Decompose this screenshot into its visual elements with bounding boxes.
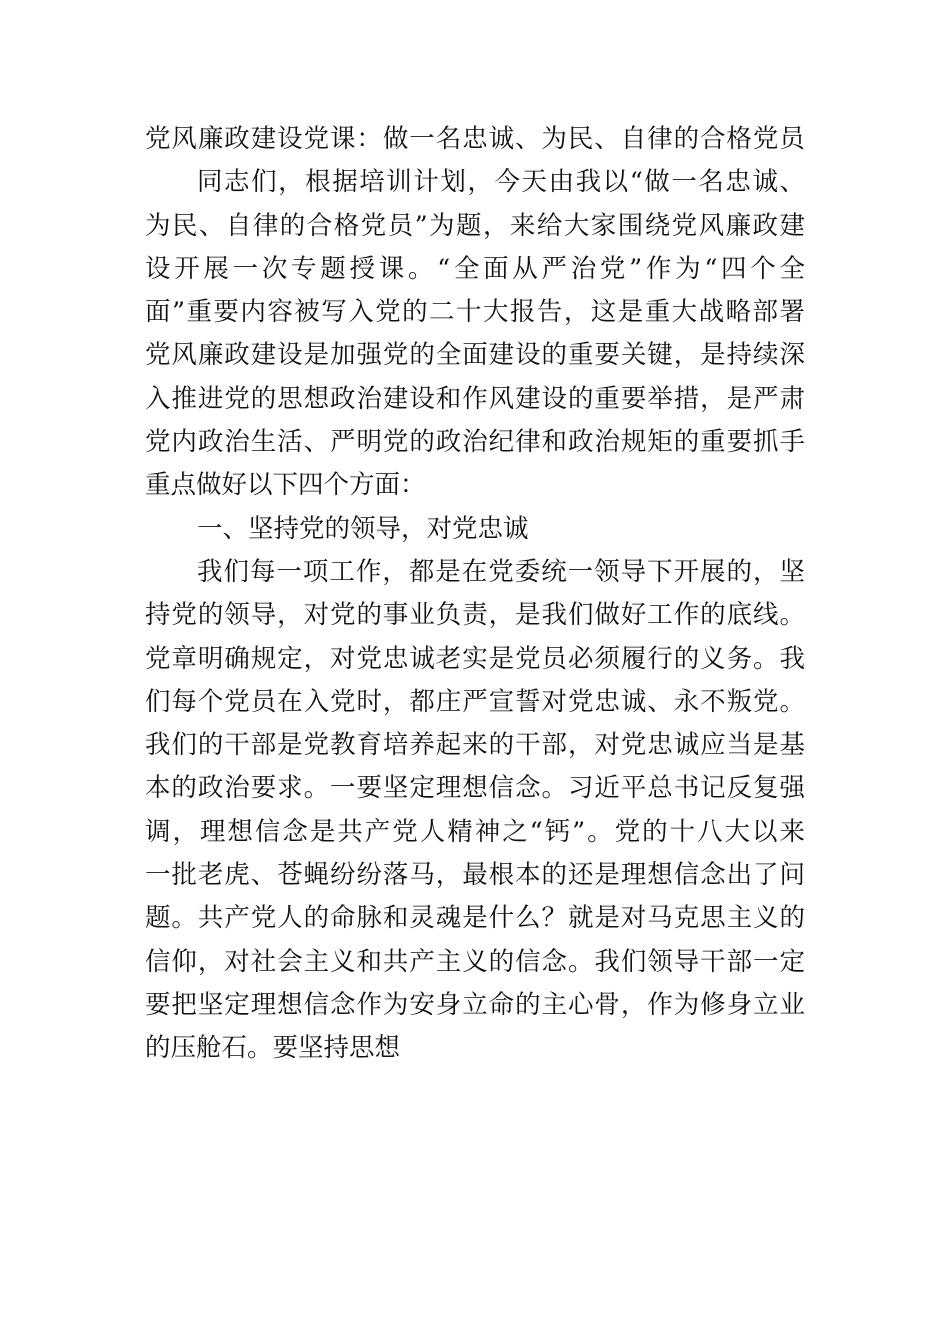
paragraph-line: 为民、自律的合格党员”为题，来给大家围绕党风廉政建 [145, 210, 805, 241]
paragraph-line: 面”重要内容被写入党的二十大报告，这是重大战略部署 [145, 297, 805, 328]
paragraph-line: 设开展一次专题授课。“全面从严治党”作为“四个全 [145, 253, 805, 284]
paragraph-line: 同志们，根据培训计划，今天由我以“做一名忠诚、 [197, 167, 805, 198]
paragraph-line: 们每个党员在入党时，都庄严宣誓对党忠诚、永不叛党。 [145, 686, 805, 717]
paragraph-line: 党内政治生活、严明党的政治纪律和政治规矩的重要抓手 [145, 427, 805, 458]
paragraph-line: 我们的干部是党教育培养起来的干部，对党忠诚应当是基 [145, 730, 805, 761]
paragraph-line: 要把坚定理想信念作为安身立命的主心骨，作为修身立业 [145, 989, 805, 1020]
paragraph-line: 信仰，对社会主义和共产主义的信念。我们领导干部一定 [145, 946, 805, 977]
paragraph-line: 的压舱石。要坚持思想 [145, 1033, 401, 1064]
paragraph-line: 我们每一项工作，都是在党委统一领导下开展的，坚 [197, 556, 805, 587]
paragraph-line: 本的政治要求。一要坚定理想信念。习近平总书记反复强 [145, 773, 805, 804]
paragraph-line: 题。共产党人的命脉和灵魂是什么？就是对马克思主义的 [145, 903, 805, 934]
paragraph-line: 入推进党的思想政治建设和作风建设的重要举措，是严肃 [145, 383, 805, 414]
document-body [145, 118, 805, 1071]
paragraph-line: 调，理想信念是共产党人精神之“钙”。党的十八大以来 [145, 816, 805, 847]
paragraph-line: 党风廉政建设是加强党的全面建设的重要关键，是持续深 [145, 340, 805, 371]
section-heading: 一、坚持党的领导，对党忠诚 [197, 513, 529, 544]
document-title: 党风廉政建设党课：做一名忠诚、为民、自律的合格党员 [145, 124, 805, 154]
paragraph-line: 重点做好以下四个方面： [145, 470, 426, 501]
paragraph-line: 一批老虎、苍蝇纷纷落马，最根本的还是理想信念出了问 [145, 860, 805, 891]
paragraph-line: 持党的领导，对党的事业负责，是我们做好工作的底线。 [145, 600, 805, 631]
paragraph-line: 党章明确规定，对党忠诚老实是党员必须履行的义务。我 [145, 643, 805, 674]
